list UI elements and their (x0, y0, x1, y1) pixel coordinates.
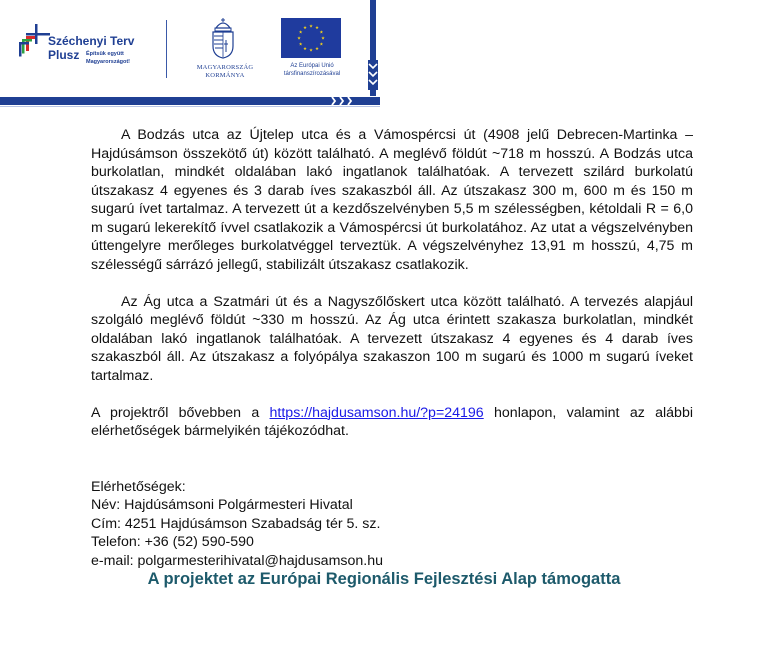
szechenyi-plus: Plusz (48, 48, 80, 62)
eu-flag-icon (281, 18, 341, 58)
eu-star-icon: ★ (314, 25, 320, 31)
contact-heading: Elérhetőségek: (91, 478, 186, 495)
government-line-1: MAGYARORSZÁG (196, 64, 254, 71)
funding-statement: A projektet az Európai Regionális Fejlesztési Alap támogatta (147, 570, 621, 588)
frame-horizontal-bar (0, 97, 380, 105)
chevrons-right-icon (330, 97, 360, 105)
eu-star-icon: ★ (298, 29, 303, 35)
eu-star-icon: ★ (308, 47, 314, 53)
szechenyi-slogan (86, 50, 130, 66)
funding-header (0, 0, 400, 100)
szechenyi-title: Széchenyi Terv (48, 34, 135, 48)
more-info-text-after: honlapon, valamint az alábbi elérhetőségek bármelyikén tájékozódhat. (91, 404, 693, 439)
hungarian-coat-of-arms-icon (208, 16, 238, 60)
contact-name: Név: Hajdúsámsoni Polgármesteri Hivatal (91, 497, 353, 513)
government-line-2: KORMÁNYA (205, 72, 245, 79)
chevrons-down-icon (368, 60, 378, 90)
eu-star-icon: ★ (319, 29, 324, 35)
eu-star-icon: ★ (302, 45, 308, 51)
logo-divider (166, 20, 167, 78)
slogan-line-1: Építsük együtt (86, 51, 124, 57)
eu-star-icon: ★ (296, 35, 302, 41)
more-info-text-before: A projektről bővebben a (91, 404, 270, 421)
contact-email: e-mail: polgarmesterihivatal@hajdusamson.hu (91, 552, 383, 569)
eu-star-icon: ★ (308, 23, 314, 29)
eu-star-icon: ★ (298, 41, 303, 47)
eu-star-icon: ★ (319, 41, 324, 47)
eu-star-icon: ★ (302, 25, 308, 31)
eu-line-2: társfinanszírozásával (283, 71, 341, 77)
hungarian-government-logo (190, 14, 260, 84)
contact-address: Cím: 4251 Hajdúsámson Szabadság tér 5. sz. (91, 515, 381, 532)
paragraph-bodzas-utca: A Bodzás utca az Újtelep utca és a Vámospércsi út (4908 jelű Debrecen-Martinka – Hajdúsámson összekötő út) között található. A meglévő földút ~718 m hosszú. A Bodzás utca burkolatlan, mindkét oldalában lakó ingatlanok találhatóak. A tervezett szilárd burkolatú útszakasz 4 egyenes és 3 darab íves szakaszból áll. Az útszakasz 300 m, 600 m és 150 m sugarú ívet tartalmaz. A tervezett út a kezdőszelvényben 5,5 m szélességben, kétoldali R = 6,0 m sugarú lekerekítő ívvel csatlakozik a Vámospércsi út burkolatához. Az utat a végszelvényben úttengelyre merőleges burkolatvéggel terveztük. A végszelvényhez 13,91 m hosszú, 4,75 m szélességű sárrázó jellegű, stabilizált útszakasz csatlakozik. (91, 127, 693, 273)
paragraph-more-info (91, 404, 693, 441)
government-name (190, 64, 260, 80)
contact-block (91, 478, 693, 571)
slogan-line-2: Magyarországot! (86, 59, 131, 65)
eu-stars-icon (281, 18, 341, 58)
szechenyi-terv-plusz-logo (18, 22, 148, 82)
eu-caption (270, 62, 354, 78)
eu-line-1: Az Európai Unió (290, 63, 334, 69)
frame-underline (0, 106, 380, 107)
eu-star-icon: ★ (314, 45, 320, 51)
eu-star-icon: ★ (320, 35, 326, 41)
project-link[interactable]: https://hajdusamson.hu/?p=24196 (269, 404, 484, 421)
document-body (91, 126, 693, 570)
contact-phone: Telefon: +36 (52) 590-590 (91, 534, 254, 550)
paragraph-ag-utca: Az Ág utca a Szatmári út és a Nagyszőlőskert utca között található. A tervezés alapjául szolgáló meglévő földút ~330 m hosszú. Az Ág utca érintett szakasza burkolatlan, mindkét oldalában lakó ingatlanok találhatóak. A tervezett útszakasz 4 egyenes és 4 darab íves szakaszból áll. Az útszakasz a folyópálya szakaszon 100 m sugarú és 1000 m sugarú íveket tartalmaz. (91, 293, 693, 384)
eu-cofinancing-logo (278, 18, 358, 84)
